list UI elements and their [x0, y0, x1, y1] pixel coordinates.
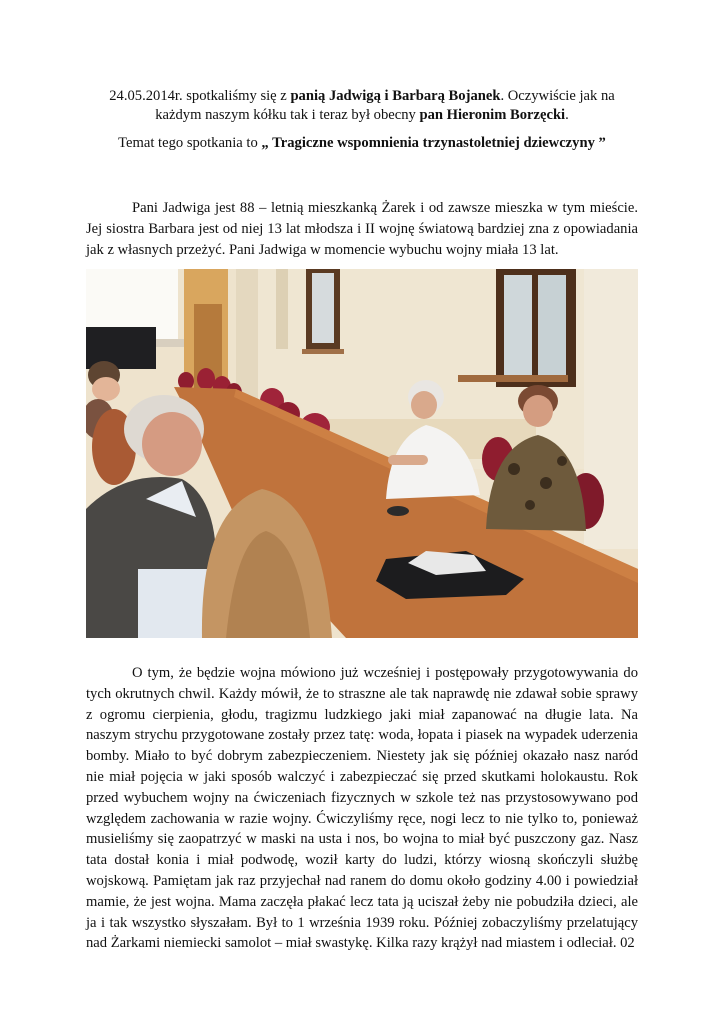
paragraph-1-text: Pani Jadwiga jest 88 – letnią mieszkanką Żarek i od zawsze mieszka w tym mieście. Jej siostra Barbara jest od niej 13 lat młodsza i II wojnę światową bardziej zna z opowiadania jak z własnych przeżyć. Pani Jadwiga w momencie wybuchu wojny miała 13 lat. — [86, 200, 638, 258]
topic-line — [86, 134, 638, 153]
intro-block — [86, 87, 638, 153]
paragraph-2 — [86, 663, 638, 954]
intro-end: . — [565, 107, 569, 123]
guests-names: panią Jadwigą i Barbarą Bojanek — [290, 88, 501, 104]
meeting-photo-drawing — [86, 269, 638, 638]
topic-prefix: Temat tego spotkania to — [118, 135, 262, 151]
intro-after-guests: . Oczywiście jak na każdym naszym kółku tak i teraz był obecny — [155, 88, 615, 123]
meeting-photo — [86, 269, 638, 638]
topic-title: „ Tragiczne wspomnienia trzynastoletniej dziewczyny ” — [261, 135, 606, 151]
host-name: pan Hieronim Borzęcki — [419, 107, 566, 123]
intro-paragraph — [86, 87, 638, 125]
paragraph-1 — [86, 198, 638, 260]
paragraph-2-text: O tym, że będzie wojna mówiono już wcześniej i postępowały przygotowywania do tych okrutnych chwil. Każdy mówił, że to straszne ale tak naprawdę nie zdawał sobie sprawy z ogromu cierpienia, głodu, tragizmu ludzkiego jaki miał zapanować na długie lata. Na naszym strychu przygotowane zostały przez tatę: woda, łopata i piasek na wypadek uderzenia bomby. Miało to być dobrym zabezpieczeniem. Niestety jak się później okazało nasz naród nie miał pojęcia w jaki sposób walczyć i zabezpieczać się przed skutkami holokaustu. Rok przed wybuchem wojny na ćwiczeniach fizycznych w szkole też nas przystosowywano pod względem zachowania w razie wojny. Ćwiczyliśmy ręce, nogi lecz to nie tylko to, ponieważ musieliśmy się zaopatrzyć w maski na usta i nos, bo wojna to miał być puszczony gaz. Nasz tata dostał konia i miał podwodę, woził karty do ludzi, którzy wiosną skończyli służbę wojskową. Pamiętam jak raz przyjechał nad ranem do domu około godziny 4.00 i powiedział mamie, że jest wojna. Mama zaczęła płakać lecz tata ją uciszał żeby nie pobudziła dzieci, ale ja i tak wszystko słyszałam. Był to 1 września 1939 roku. Później zobaczyliśmy przelatujący nad Żarkami niemiecki samolot – miał swastykę. Kilka razy krążył nad miastem i odleciał. 02 — [86, 665, 638, 952]
intro-date-text: 24.05.2014r. spotkaliśmy się z — [109, 88, 291, 104]
